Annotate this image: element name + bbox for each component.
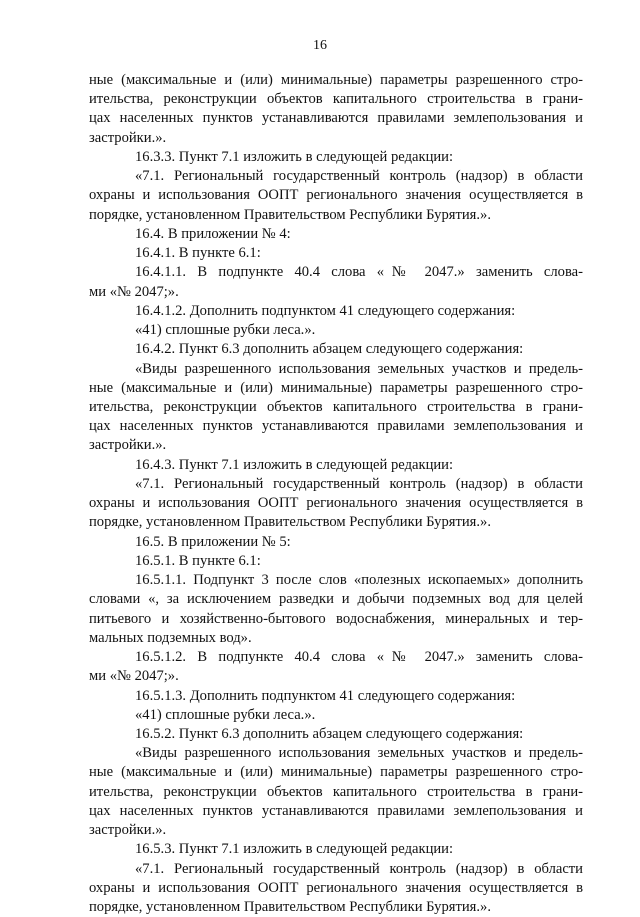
- text-line: охраны и использования ООПТ регионального значения осуществляется в: [89, 187, 583, 204]
- text-line: ительства, реконструкции объектов капитального строительства в грани-: [89, 398, 583, 415]
- text-line: «Виды разрешенного использования земельных участков и предель-: [135, 360, 583, 377]
- text-line: 16.5. В приложении № 5:: [135, 533, 291, 550]
- text-line: питьевого и хозяйственно-бытового водоснабжения, минеральных и тер-: [89, 610, 583, 627]
- text-line: застройки.».: [89, 129, 167, 146]
- text-line: охраны и использования ООПТ регионального значения осуществляется в: [89, 879, 583, 896]
- text-line: «7.1. Региональный государственный контроль (надзор) в области: [135, 475, 583, 492]
- text-line: «Виды разрешенного использования земельных участков и предель-: [135, 745, 583, 762]
- text-line: порядке, установленном Правительством Республики Бурятия.».: [89, 514, 491, 531]
- text-line: ми «№ 2047;».: [89, 283, 179, 300]
- text-line: 16.4.2. Пункт 6.3 дополнить абзацем следующего содержания:: [135, 341, 524, 358]
- text-line: 16.4.3. Пункт 7.1 изложить в следующей редакции:: [135, 456, 454, 473]
- text-line: цах населенных пунктов устанавливаются правилами землепользования и: [89, 418, 583, 435]
- text-line: мальных подземных вод».: [89, 629, 252, 646]
- text-line: 16.5.1.1. Подпункт 3 после слов «полезных ископаемых» дополнить: [135, 572, 583, 589]
- text-line: 16.5.1. В пункте 6.1:: [135, 552, 261, 569]
- text-line: 16.4. В приложении № 4:: [135, 225, 291, 242]
- text-line: 16.5.3. Пункт 7.1 изложить в следующей редакции:: [135, 841, 454, 858]
- text-line: 16.4.1.1. В подпункте 40.4 слова «№ 2047.» заменить слова-: [135, 264, 583, 281]
- text-line: ные (максимальные и (или) минимальные) параметры разрешенного стро-: [89, 379, 583, 396]
- text-line: 16.4.1. В пункте 6.1:: [135, 245, 261, 262]
- page-number: 16: [313, 38, 327, 53]
- text-line: ительства, реконструкции объектов капитального строительства в грани-: [89, 783, 583, 800]
- text-line: застройки.».: [89, 822, 167, 839]
- text-line: «41) сплошные рубки леса.».: [135, 706, 316, 723]
- text-line: ми «№ 2047;».: [89, 668, 179, 685]
- text-line: 16.5.1.3. Дополнить подпунктом 41 следующего содержания:: [135, 687, 516, 704]
- text-line: 16.5.1.2. В подпункте 40.4 слова «№ 2047.» заменить слова-: [135, 649, 583, 666]
- text-line: 16.5.2. Пункт 6.3 дополнить абзацем следующего содержания:: [135, 725, 524, 742]
- text-line: ительства, реконструкции объектов капитального строительства в грани-: [89, 91, 583, 108]
- text-line: цах населенных пунктов устанавливаются правилами землепользования и: [89, 802, 583, 819]
- text-line: порядке, установленном Правительством Республики Бурятия.».: [89, 206, 491, 223]
- text-line: «7.1. Региональный государственный контроль (надзор) в области: [135, 168, 583, 185]
- text-line: ные (максимальные и (или) минимальные) параметры разрешенного стро-: [89, 72, 583, 88]
- text-line: «7.1. Региональный государственный контроль (надзор) в области: [135, 860, 583, 877]
- document-body: [89, 71, 583, 917]
- text-line: 16.3.3. Пункт 7.1 изложить в следующей редакции:: [135, 148, 454, 165]
- text-line: охраны и использования ООПТ регионального значения осуществляется в: [89, 495, 583, 512]
- text-line: цах населенных пунктов устанавливаются правилами землепользования и: [89, 110, 583, 127]
- text-line: ные (максимальные и (или) минимальные) параметры разрешенного стро-: [89, 764, 583, 781]
- text-line: 16.4.1.2. Дополнить подпунктом 41 следующего содержания:: [135, 302, 516, 319]
- text-line: порядке, установленном Правительством Республики Бурятия.».: [89, 899, 491, 916]
- text-line: «41) сплошные рубки леса.».: [135, 322, 316, 339]
- text-line: застройки.».: [89, 437, 167, 454]
- text-line: словами «, за исключением разведки и добычи подземных вод для целей: [89, 591, 583, 608]
